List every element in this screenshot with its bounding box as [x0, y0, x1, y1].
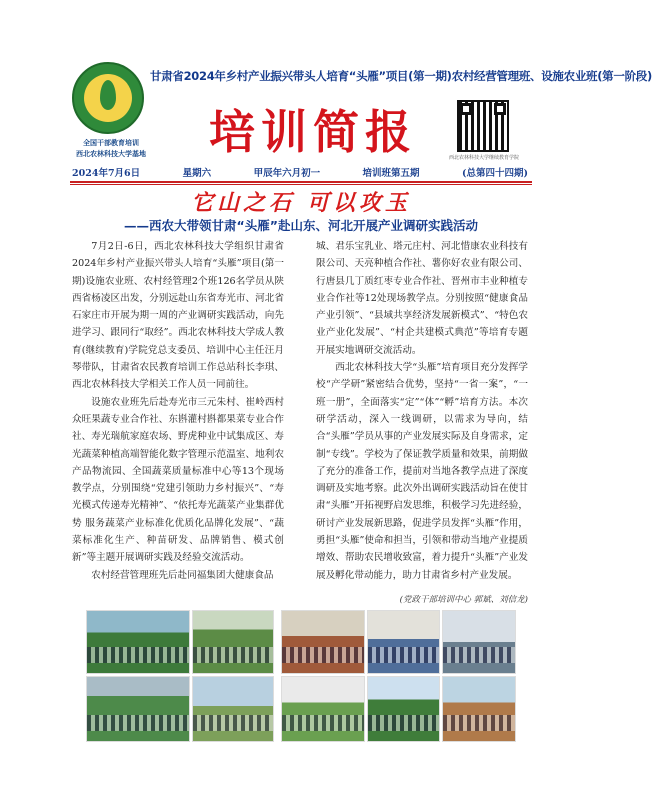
photo-orchard-visit: [442, 676, 516, 742]
article-credit: (党政干部培训中心 郭斌、刘信龙): [399, 595, 528, 605]
photo-lecture-hall: [442, 610, 516, 674]
paragraph: 农村经营管理班先后赴同福集团大健康食品: [91, 569, 274, 581]
issue-date: 2024年7月6日: [72, 168, 141, 179]
wheat-leaf-icon: [100, 80, 116, 110]
dateline: [72, 165, 528, 179]
paragraph: 西北农林科技大学“头雁”培育项目充分发挥学校“产学研”紧密结合优势，坚持“一省一案”，“一班一册”，全面落实“定”“体”“孵”培育方法。本次研学活动，深入一线调研，以需求为导向，结合“头雁”学员从事的产业发展实际及自身需求，定制“专线”。学校为了保证教学质量和效果，前期做了充分的准备工作，提前对当地各教学点进了深度调研及实地考察。此次外出调研实践活动旨在使甘肃“头雁”开拓视野启发思维，积极学习先进经验，研讨产业发展新思路，促进学员发挥“头雁”作用，勇担“头雁”使命和担当，引领和带动当地产业提质增效、帮助农民增收致富，着力提升“头雁”产业发展及孵化带动能力，助力甘肃省乡村产业发展。: [316, 362, 528, 581]
issue-number: 培训班第五期: [362, 168, 420, 179]
paragraph: 城、君乐宝乳业、塔元庄村、河北惜康农业科技有限公司、天亮种植合作社、薯你好农业有限公司、行唐县几丁质红枣专业合作社、晋州市丰业种植专业合作社等12处现场教学点。分别按照“健康食品产业引领”、“县域共享经济发展新模式”、“特色农业产业化发展”、“村企共建模式典范”等培育专题开展实地调研交流活动。: [316, 241, 528, 356]
photo-group-meeting: [367, 610, 440, 674]
university-logo: [72, 62, 144, 134]
photo-field-discussion: [192, 610, 274, 674]
series-title: 甘肃省2024年乡村产业振兴带头人培育“头雁”项目(第一期)农村经营管理班、设施农业班(第一阶段): [150, 69, 652, 83]
issue-weekday: 星期六: [182, 168, 212, 179]
header-rule-thin: [70, 184, 532, 185]
header-rule-thick: [70, 181, 532, 183]
qr-code-icon: [457, 100, 509, 152]
qr-caption: 西北农林科技大学继续教育学院: [448, 155, 519, 161]
article-column-left: [72, 238, 284, 584]
photo-indoor-tour: [281, 610, 365, 674]
article-headline: 它山之石 可以攻玉: [191, 190, 411, 216]
photo-farm-visit: [367, 676, 440, 742]
article-subhead: ——西农大带领甘肃“头雁”赴山东、河北开展产业调研实践活动: [124, 218, 478, 233]
photo-crop-inspection: [281, 676, 365, 742]
article-column-right: [316, 238, 528, 584]
issue-total: (总第四十四期): [461, 168, 528, 179]
logo-caption: 全国干部教育培训 西北农林科技大学基地: [76, 139, 146, 158]
paragraph: 7月2日-6日，西北农林科技大学组织甘肃省2024年乡村产业振兴带头人培育“头雁”项目(第一期)设施农业班、农村经管理2个班126名学员从陕西省杨凌区出发，分别远赴山东省寿光市、河北省石家庄市开展为期一周的产业调研实践活动，向先进学习、跟同行“取经”。西北农林科技大学成人教育(继续教育)学院党总支委员、培训中心主任汪月琴带队，甘肃省农民教育培训工作总站科长李琪、西北农林科技大学相关工作人员一同前往。: [72, 241, 284, 391]
issue-lunar-date: 甲辰年六月初一: [253, 168, 321, 179]
photo-greenhouse-visit: [86, 610, 190, 674]
photo-group-photo-outdoor: [192, 676, 274, 742]
paragraph: 设施农业班先后赴寿光市三元朱村、崔岭西村众旺果蔬专业合作社、东斟灌村斟都果菜专业合作社、寿光瑞航家庭农场、野虎种业中试集成区、寿光蔬菜种植高端智能化数字管理示范温室、地利农产品物流园、全国蔬菜质量标准中心等13个现场教学点，分别围绕“党建引领助力乡村振兴”、“寿光模式传递寿光精神”、“依托寿光蔬菜产业集群优势 服务蔬菜产业标准化优质化品牌化发展”、“蔬菜标准化生产、种苗研发、品牌销售、模式创新”等主题开展调研实践及经验交流活动。: [72, 396, 284, 564]
newsletter-title: 培训简报: [209, 105, 417, 159]
photo-group-photo-field: [86, 676, 190, 742]
